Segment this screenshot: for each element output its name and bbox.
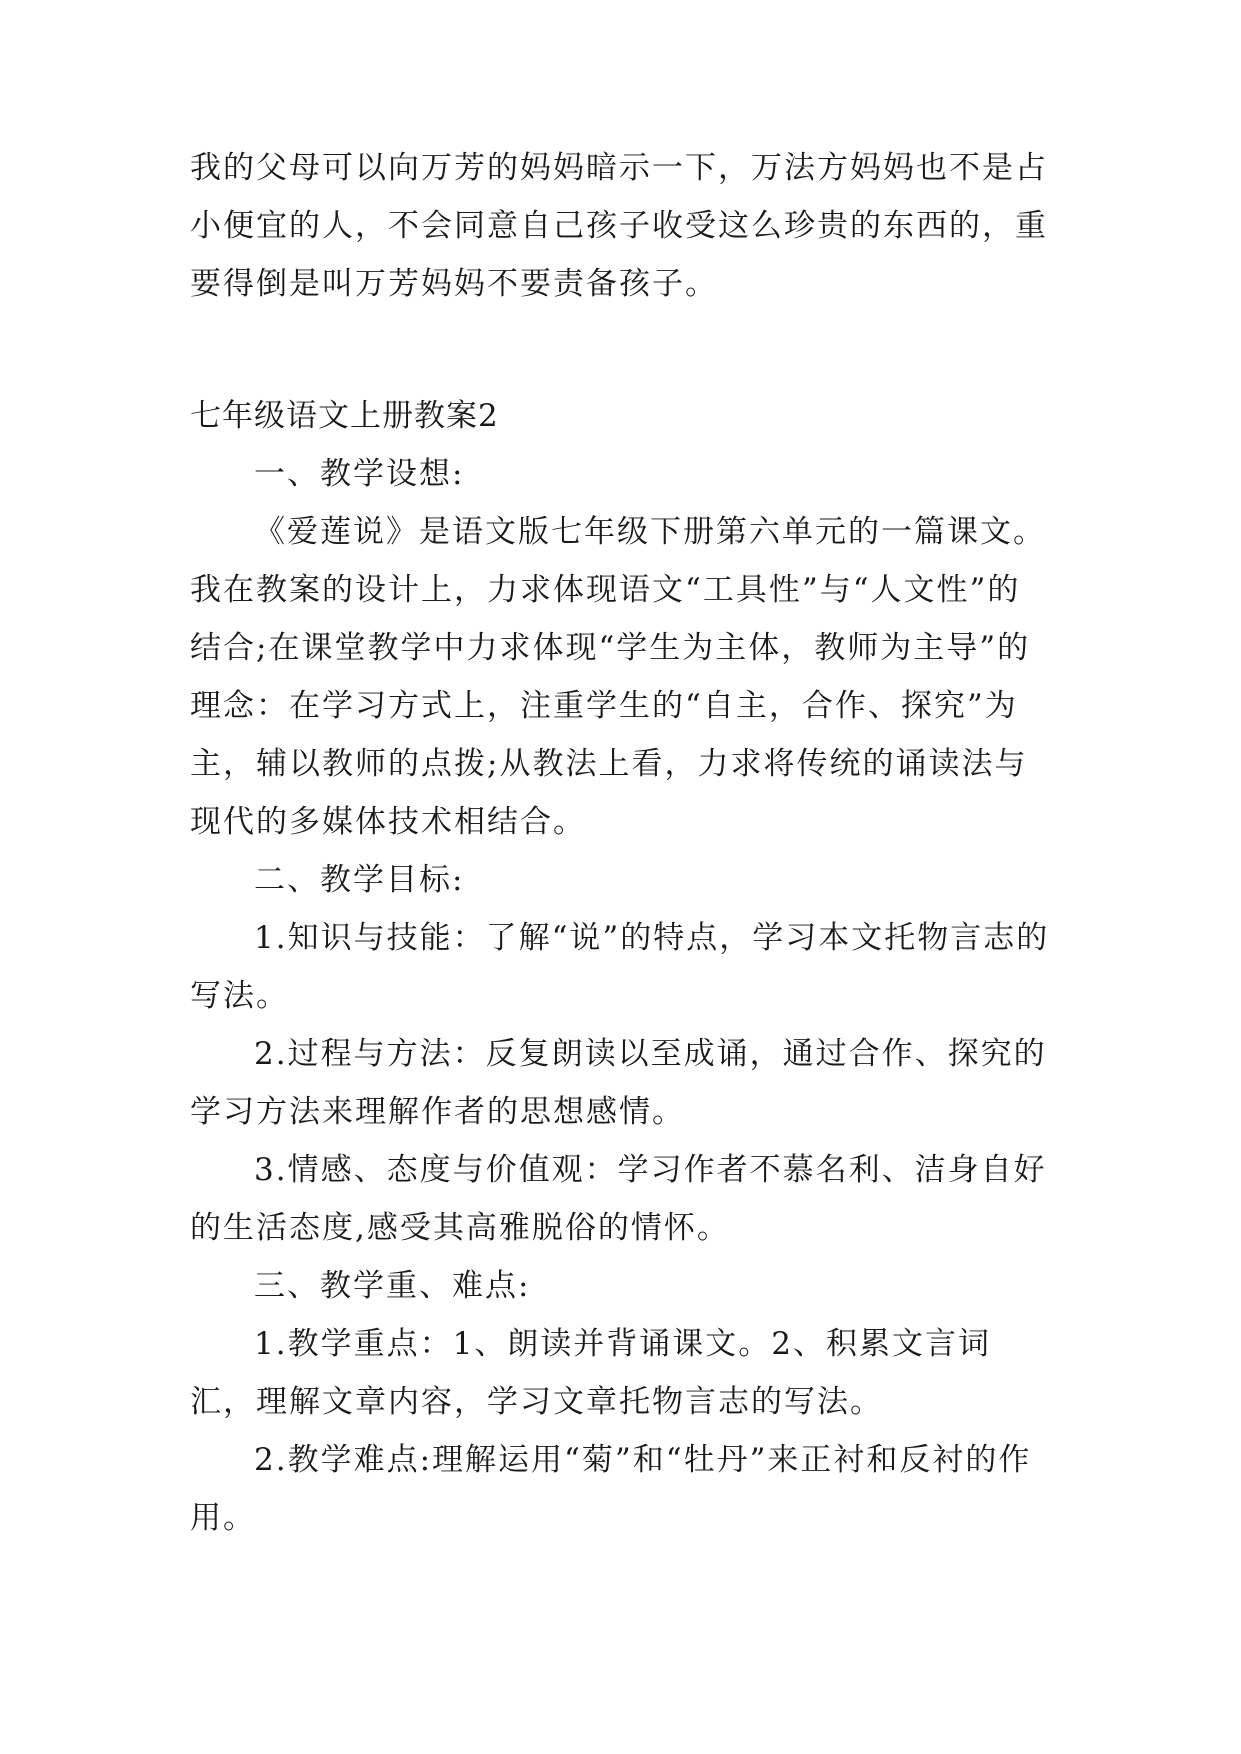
goal-emotion-attitude-values: 3.情感、态度与价值观：学习作者不慕名利、洁身自好的生活态度,感受其高雅脱俗的情怀。 bbox=[190, 1152, 1047, 1246]
section-heading-key-difficult-points: 三、教学重、难点: bbox=[254, 1268, 531, 1304]
section-body-teaching-idea: 《爱莲说》是语文版七年级下册第六单元的一篇课文。我在教案的设计上，力求体现语文“工具性”与“人文性”的结合;在课堂教学中力求体现“学生为主体，教师为主导”的理念：在学习方式上，注重学生的“自主，合作、探究”为主，辅以教师的点拨;从教法上看，力求将传统的诵读法与现代的多媒体技术相结合。 bbox=[190, 514, 1046, 840]
document-title: 七年级语文上册教案2 bbox=[190, 398, 499, 434]
key-point: 1.教学重点：1、朗读并背诵课文。2、积累文言词汇，理解文章内容，学习文章托物言志的写法。 bbox=[190, 1326, 992, 1420]
section-heading-teaching-goals: 二、教学目标: bbox=[254, 862, 465, 898]
goal-process-methods: 2.过程与方法：反复朗读以至成诵，通过合作、探究的学习方法来理解作者的思想感情。 bbox=[190, 1036, 1047, 1130]
intro-paragraph: 我的父母可以向万芳的妈妈暗示一下，万法方妈妈也不是占小便宜的人，不会同意自己孩子收受这么珍贵的东西的，重要得倒是叫万芳妈妈不要责备孩子。 bbox=[190, 150, 1048, 302]
goal-knowledge-skills: 1.知识与技能：了解“说”的特点，学习本文托物言志的写法。 bbox=[190, 920, 1050, 1014]
difficult-point: 2.教学难点:理解运用“菊”和“牡丹”来正衬和反衬的作用。 bbox=[190, 1442, 1032, 1536]
section-heading-teaching-idea: 一、教学设想: bbox=[254, 456, 465, 492]
